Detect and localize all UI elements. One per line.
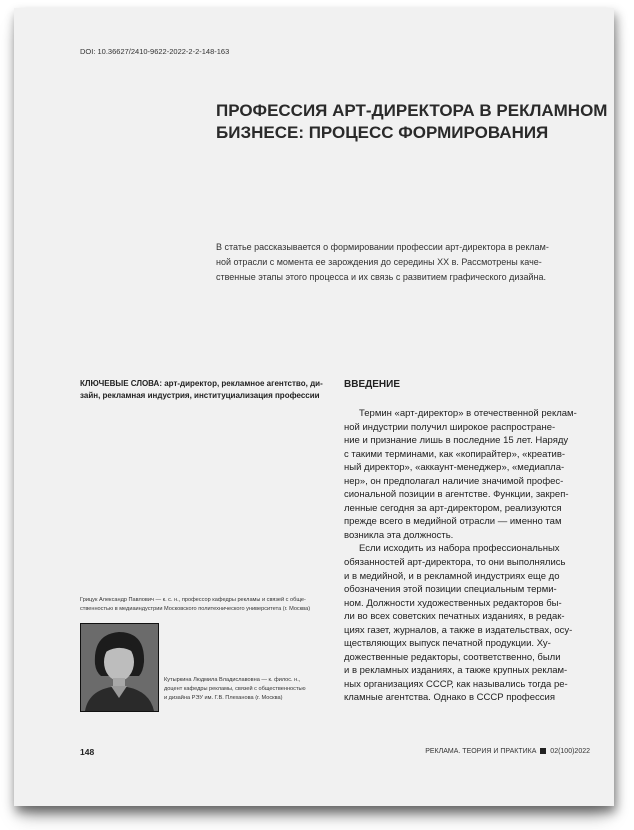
author-info (164, 676, 329, 703)
portrait-image (81, 624, 158, 711)
article-title (216, 100, 608, 144)
author-line: Кутыркина Людмила Владиславовна — к. филос. н., (164, 677, 301, 683)
abstract-line: ственные этапы этого процесса и их связь с развитием графического дизайна. (216, 272, 547, 282)
body-line: ных организациях СССР, как назывались тогда ре- (344, 678, 568, 690)
body-line: с такими терминами, как «копирайтер», «креатив- (344, 448, 566, 460)
journal-page (14, 8, 614, 806)
journal-name: РЕКЛАМА. ТЕОРИЯ И ПРАКТИКА (425, 748, 537, 755)
body-line: обязанностей арт-директора, то они выполнялись (344, 557, 566, 569)
body-line: ном. Должности художественных редакторов бы- (344, 597, 562, 609)
body-line: Если исходить из набора профессиональных (359, 543, 560, 555)
body-line: обозначения этой позиции специальным терми- (344, 584, 557, 596)
square-icon (540, 748, 546, 754)
body-line: ленные сегодня за арт-директором, реализуются (344, 502, 562, 514)
author-line: и дизайна РЭУ им. Г.В. Плеханова (г. Москва) (164, 695, 283, 701)
keywords-line: КЛЮЧЕВЫЕ СЛОВА: арт-директор, рекламное агентство, ди- (80, 379, 323, 388)
journal-issue: 02(100)2022 (550, 748, 590, 755)
body-line: ществляющих выпуск печатной продукции. Ху- (344, 638, 551, 650)
body-line: дожественные редакторы, соответственно, были (344, 651, 561, 663)
body-line: прежде всего в медийной отрасли — именно там (344, 516, 562, 528)
page-number: 148 (80, 747, 95, 757)
title-line: ПРОФЕССИЯ АРТ-ДИРЕКТОРА В РЕКЛАМНОМ (216, 101, 608, 120)
keywords (80, 378, 330, 402)
body-line: и в рекламных изданиях, а также крупных реклам- (344, 665, 568, 677)
body-line: кламные агентства. Однако в СССР профессия (344, 692, 555, 704)
author-info (80, 596, 330, 614)
body-line: ной индустрии получил широкое распростране- (344, 421, 556, 433)
body-line: ный директор», «аккаунт-менеджер», «медиапла- (344, 462, 565, 474)
section-heading: ВВЕДЕНИЕ (344, 379, 400, 390)
doi: DOI: 10.36627/2410-9622-2022-2-2-148-163 (80, 47, 230, 56)
body-line: нер», он предполагал наличие значимой профес- (344, 475, 564, 487)
author-line: Грицук Александр Павлович — к. с. н., профессор кафедры рекламы и связей с обще- (80, 597, 306, 603)
body-line: сиональной позиции в агентстве. Функции, закреп- (344, 489, 569, 501)
keywords-line: зайн, рекламная индустрия, институциализация профессии (80, 391, 320, 400)
body-line: ли во всех советских печатных изданиях, в редак- (344, 611, 565, 623)
journal-footer (425, 748, 590, 755)
body-line: возникла эта должность. (344, 529, 454, 541)
title-line: БИЗНЕСЕ: ПРОЦЕСС ФОРМИРОВАНИЯ (216, 123, 549, 142)
abstract (216, 240, 594, 285)
body-text (344, 407, 604, 705)
author-line: доцент кафедры рекламы, связей с общественностью (164, 686, 306, 692)
body-line: ние и признание лишь в последние 15 лет. Наряду (344, 435, 569, 447)
body-line: и в медийной, и в рекламной индустриях еще до (344, 570, 560, 582)
author-photo (80, 623, 159, 712)
abstract-line: В статье рассказывается о формировании профессии арт-директора в реклам- (216, 242, 549, 252)
author-line: ственностью в медиаиндустрии Московского политехнического университета (г. Москва) (80, 606, 311, 612)
body-line: Термин «арт-директор» в отечественной реклам- (359, 408, 577, 419)
body-line: циях газет, журналов, а также в издательствах, осу- (344, 624, 573, 636)
abstract-line: ной отрасли с момента ее зарождения до середины XX в. Рассмотрены каче- (216, 257, 542, 267)
